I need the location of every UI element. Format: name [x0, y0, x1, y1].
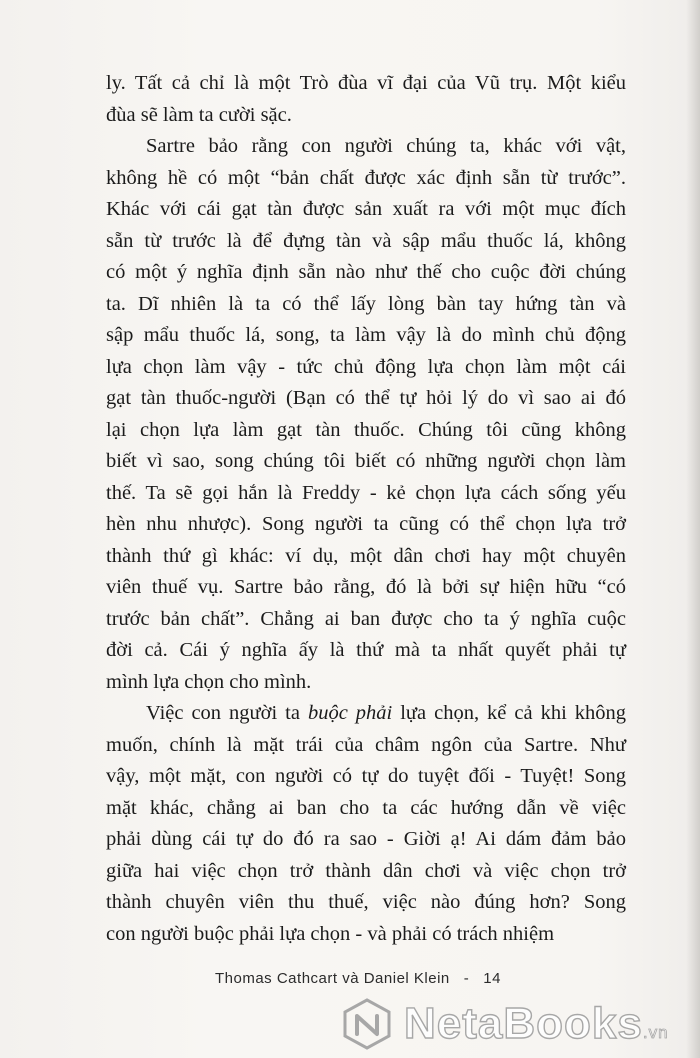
text-line: hèn nhu nhược). Song người ta cũng có thể chọn lựa trở	[106, 513, 626, 535]
text-line: đời cả. Cái ý nghĩa ấy là thứ mà ta nhất quyết phải tự	[106, 639, 626, 661]
watermark-brand	[404, 999, 669, 1049]
text-line: thành chuyên viên thu thuế, việc nào đúng hơn? Song	[106, 891, 626, 913]
n-logo-icon	[340, 997, 394, 1051]
text-line: lựa chọn làm vậy - tức chủ động lựa chọn làm một cái	[106, 355, 626, 378]
footer-authors: Thomas Cathcart và Daniel Klein	[215, 970, 450, 987]
text-line: phải dùng cái tự do đó ra sao - Giời ạ! Ai dám đảm bảo	[106, 828, 626, 850]
watermark-brand-name: NetaBooks	[404, 999, 643, 1048]
text-line: mình lựa chọn cho mình.	[106, 670, 312, 693]
paragraph-1	[106, 68, 626, 131]
paragraph-3	[106, 698, 626, 950]
text-line: vậy, một mặt, con người có tự do tuyệt đối - Tuyệt! Song	[106, 765, 626, 787]
text-line: trước bản chất”. Chẳng ai ban được cho ta ý nghĩa cuộc	[106, 607, 626, 630]
text-line: có một ý nghĩa định sẵn nào như thế cho cuộc đời chúng	[106, 261, 626, 283]
text-line: Sartre bảo rằng con người chúng ta, khác với vật,	[146, 135, 626, 157]
page-body-text	[106, 68, 626, 950]
text-line: con người buộc phải lựa chọn - và phải có trách nhiệm	[106, 922, 555, 945]
text-line: mặt khác, chẳng ai ban cho ta các hướng dẫn về việc	[106, 796, 626, 819]
text-line: biết vì sao, song chúng tôi biết có những người chọn làm	[106, 450, 626, 472]
text-line: Khác với cái gạt tàn được sản xuất ra với một mục đích	[106, 198, 626, 220]
page-number: 14	[483, 970, 501, 987]
text-line: gạt tàn thuốc-người (Bạn có thể tự hỏi lý do vì sao ai đó	[106, 387, 626, 409]
text-line-with-italic: Việc con người ta buộc phải lựa chọn, kể cả khi không	[146, 702, 627, 724]
text-line: đùa sẽ làm ta cười sặc.	[106, 103, 292, 126]
text-line: muốn, chính là mặt trái của châm ngôn của Sartre. Như	[106, 733, 626, 756]
text-line: ly. Tất cả chỉ là một Trò đùa vĩ đại của Vũ trụ. Một kiểu	[106, 72, 626, 94]
text-line: giữa hai việc chọn trở thành dân chơi và việc chọn trở	[106, 859, 626, 882]
text-line: ta. Dĩ nhiên là ta có thể lấy lòng bàn tay hứng tàn và	[106, 292, 626, 315]
text-line: lại chọn lựa làm gạt tàn thuốc. Chúng tôi cũng không	[106, 418, 626, 441]
paragraph-2	[106, 131, 626, 698]
text-line: không hề có một “bản chất được xác định sẵn từ trước”.	[106, 166, 626, 189]
watermark-suffix: .vn	[642, 1023, 669, 1042]
text-line: thành thứ gì khác: ví dụ, một dân chơi hay một chuyên	[106, 544, 626, 567]
netabooks-watermark	[340, 995, 692, 1053]
text-line: thế. Ta sẽ gọi hắn là Freddy - kẻ chọn lựa cách sống yếu	[106, 481, 626, 504]
text-line: sập mẩu thuốc lá, song, ta làm vậy là do mình chủ động	[106, 324, 626, 346]
text-line: viên thuế vụ. Sartre bảo rằng, đó là bởi sự hiện hữu “có	[106, 576, 626, 598]
running-footer	[215, 970, 501, 987]
page-edge-shadow	[686, 0, 700, 1058]
italic-phrase: buộc phải	[307, 702, 393, 724]
footer-separator: -	[463, 970, 470, 987]
text-line: sẵn từ trước là để đựng tàn và sập mẩu thuốc lá, không	[106, 229, 626, 252]
